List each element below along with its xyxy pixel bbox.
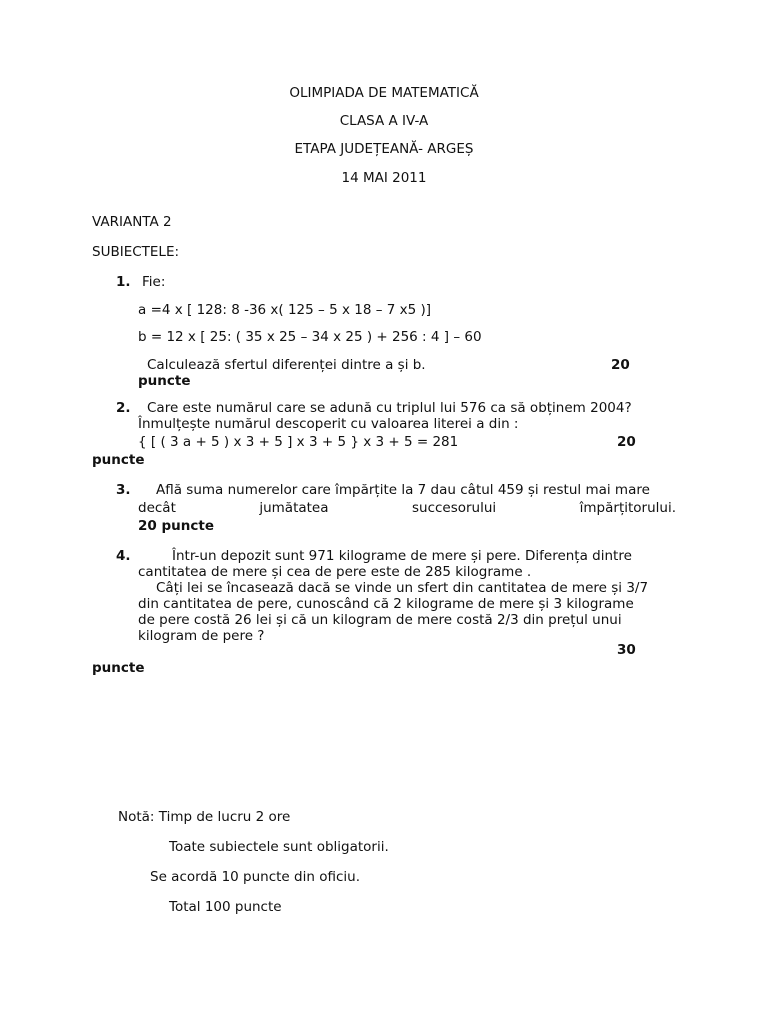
- problem-2-line: Care este numărul care se adună cu triplul lui 576 ca să obținem 2004?: [147, 400, 632, 416]
- problem-2-line: Înmulțește numărul descoperit cu valoarea literei a din :: [138, 416, 519, 432]
- problem-4-line: kilogram de pere ?: [138, 628, 265, 644]
- exam-class: CLASA A IV-A: [339, 113, 429, 129]
- exam-date: 14 MAI 2011: [341, 170, 427, 186]
- problem-1-line: a =4 x [ 128: 8 -36 x( 125 – 5 x 18 – 7 x5 )]: [138, 302, 432, 318]
- note-bonus: Se acordă 10 puncte din oficiu.: [150, 869, 360, 885]
- exam-title: OLIMPIADA DE MATEMATICĂ: [289, 85, 479, 101]
- subjects-label: SUBIECTELE:: [92, 244, 180, 260]
- problem-4-line: Într-un depozit sunt 971 kilograme de mere și pere. Diferența dintre: [172, 548, 632, 564]
- problem-4-line: Câți lei se încasează dacă se vinde un sfert din cantitatea de mere și 3/7: [156, 580, 649, 596]
- problem-2-line: { [ ( 3 a + 5 ) x 3 + 5 ] x 3 + 5 } x 3 + 5 = 281: [138, 434, 459, 450]
- exam-stage: ETAPA JUDEȚEANĂ- ARGEȘ: [294, 141, 474, 157]
- problem-2-points-unit: puncte: [92, 452, 145, 468]
- problem-3-line: Află suma numerelor care împărțite la 7 dau câtul 459 și restul mai mare: [156, 482, 650, 498]
- note-mandatory: Toate subiectele sunt obligatorii.: [169, 839, 389, 855]
- problem-2-points-value: 20: [617, 434, 636, 450]
- problem-4-line: din cantitatea de pere, cunoscând că 2 kilograme de mere și 3 kilograme: [138, 596, 634, 612]
- problem-4-line: cantitatea de mere și cea de pere este de 285 kilograme .: [138, 564, 532, 580]
- problem-1-intro: Fie:: [142, 274, 166, 290]
- problem-1-line: b = 12 x [ 25: ( 35 x 25 – 34 x 25 ) + 256 : 4 ] – 60: [138, 329, 482, 345]
- problem-4-points-value: 30: [617, 642, 636, 658]
- problem-4-points-unit: puncte: [92, 660, 145, 676]
- problem-4-line: de pere costă 26 lei și că un kilogram de mere costă 2/3 din prețul unui: [138, 612, 622, 628]
- problem-1-line: Calculează sfertul diferenței dintre a și b.: [147, 357, 426, 373]
- problem-4-number: 4.: [116, 548, 131, 564]
- problem-1-points-unit: puncte: [138, 373, 191, 389]
- variant-label: VARIANTA 2: [92, 214, 172, 230]
- note-total: Total 100 puncte: [169, 899, 282, 915]
- problem-3-number: 3.: [116, 482, 131, 498]
- problem-3-line: decât jumătatea succesorului împărțitorului.: [138, 500, 676, 516]
- problem-1-number: 1.: [116, 274, 131, 290]
- problem-1-points-value: 20: [611, 357, 630, 373]
- note-time: Notă: Timp de lucru 2 ore: [118, 809, 291, 825]
- problem-2-number: 2.: [116, 400, 131, 416]
- problem-3-points: 20 puncte: [138, 518, 214, 534]
